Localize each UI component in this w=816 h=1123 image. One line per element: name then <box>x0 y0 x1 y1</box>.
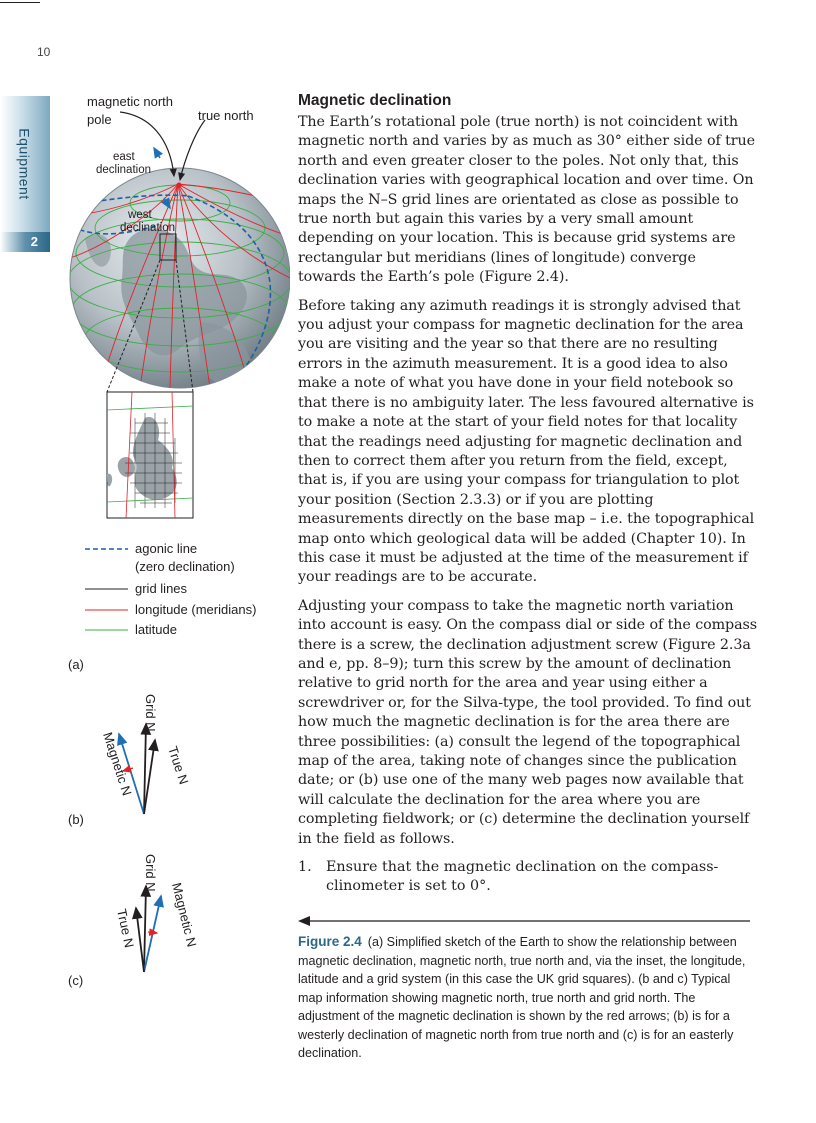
panel-c-grid-n: Grid N <box>143 854 158 892</box>
label-true-north: true north <box>198 108 254 123</box>
figure-caption <box>298 933 750 1063</box>
panel-b-north-arrows <box>100 694 191 814</box>
section-heading: Magnetic declination <box>298 92 452 109</box>
label-west-declination-line2: declination <box>120 222 175 234</box>
panel-label-a: (a) <box>68 657 84 672</box>
legend <box>85 541 256 637</box>
panel-label-c: (c) <box>68 973 84 988</box>
caption-arrow-rule <box>298 914 750 928</box>
label-east-declination-line2: declination <box>96 164 151 176</box>
label-magnetic-north-pole-line1: magnetic north <box>87 94 173 109</box>
legend-label-grid: grid lines <box>135 581 188 596</box>
list-item-number: 1. <box>298 859 312 876</box>
legend-label-agonic: agonic line <box>135 541 198 556</box>
label-east-declination-line1: east <box>113 151 135 163</box>
globe-sketch <box>65 168 290 388</box>
panel-b-magnetic-n: Magnetic N <box>100 730 135 798</box>
legend-label-latitude: latitude <box>135 622 177 637</box>
list-item <box>298 858 758 897</box>
legend-label-longitude: longitude (meridians) <box>135 602 257 617</box>
panel-b-true-n: True N <box>165 744 192 787</box>
panel-b-grid-n: Grid N <box>143 694 158 732</box>
paragraph-2: Before taking any azimuth readings it is strongly advised that you adjust your compass for magnetic declination for the area you are visiting and the year so that there are no resulting errors in the azimuth measurement. It is a good idea to also make a note of what you have done in your field notebook so that there is no ambiguity later. The less favoured alternative is to make a note at the start of your field notes for that locality that the readings need adjusting for magnetic declination and then to correct them after you return from the field, except, that is, if you are using your compass for triangulation to plot your position (Section 2.3.3) or if you are plotting measurements directly on the base map – i.e. the topographical map onto which geological data will be added (Chapter 10). In this case it must be adjusted at the time of the measurement if your readings are to be accurate. <box>298 297 755 586</box>
panel-c-north-arrows <box>114 854 199 972</box>
caption-label: Figure 2.4 <box>298 934 362 949</box>
legend-sublabel-agonic: (zero declination) <box>135 559 235 574</box>
uk-grid-inset <box>107 392 193 518</box>
top-rule <box>0 2 40 3</box>
main-text-column <box>298 92 758 897</box>
panel-label-b: (b) <box>68 812 84 827</box>
label-magnetic-north-pole-line2: pole <box>87 112 112 127</box>
caption-text: (a) Simplified sketch of the Earth to show the relationship between magnetic declination, magnetic north, true north and, via the inset, the longitude, latitude and a grid system (in this case the UK grid squares). (b and c) Typical map information showing magnetic north, true north and grid north. The adjustment of the magnetic declination is shown by the red arrows; (b) is for a westerly declination of magnetic north from true north and (c) is for an easterly declination. <box>298 935 746 1060</box>
panel-c-magnetic-n: Magnetic N <box>169 881 200 949</box>
paragraph-1: The Earth’s rotational pole (true north) is not coincident with magnetic north and varies by as much as 30° either side of true north and even greater closer to the poles. Not only that, this declination varies with geographical location and over time. On maps the N–S grid lines are orientated as close as possible to true north but again this varies by a very small amount depending on your location. This is because grid systems are rectangular but meridians (lines of longitude) converge towards the Earth’s pole (Figure 2.4). <box>298 114 755 286</box>
panel-c-true-n: True N <box>114 907 137 950</box>
page-number: 10 <box>37 45 51 59</box>
paragraph-3: Adjusting your compass to take the magnetic north variation into account is easy. On the compass dial or side of the compass there is a screw, the declination adjustment screw (Figure 2.3a and e, pp. 8–9); turn this screw by the amount of declination relative to grid north for the area and year using either a screwdriver or, for the Silva-type, the tool provided. To find out how much the magnetic declination is for the area there are three possibilities: (a) consult the legend of the topographical map of the area, taking note of changes since the publication date; or (b) use one of the many web pages now available that will calculate the declination for the area where you are completing fieldwork; or (c) determine the declination yourself in the field as follows. <box>298 597 758 847</box>
chapter-tab-label: Equipment <box>17 128 33 200</box>
figure-2-4 <box>60 88 290 998</box>
chapter-number-badge: 2 <box>0 232 50 252</box>
label-west-declination-line1: west <box>128 209 152 221</box>
list-item-text: Ensure that the magnetic declination on the compass-clinometer is set to 0°. <box>326 859 719 895</box>
